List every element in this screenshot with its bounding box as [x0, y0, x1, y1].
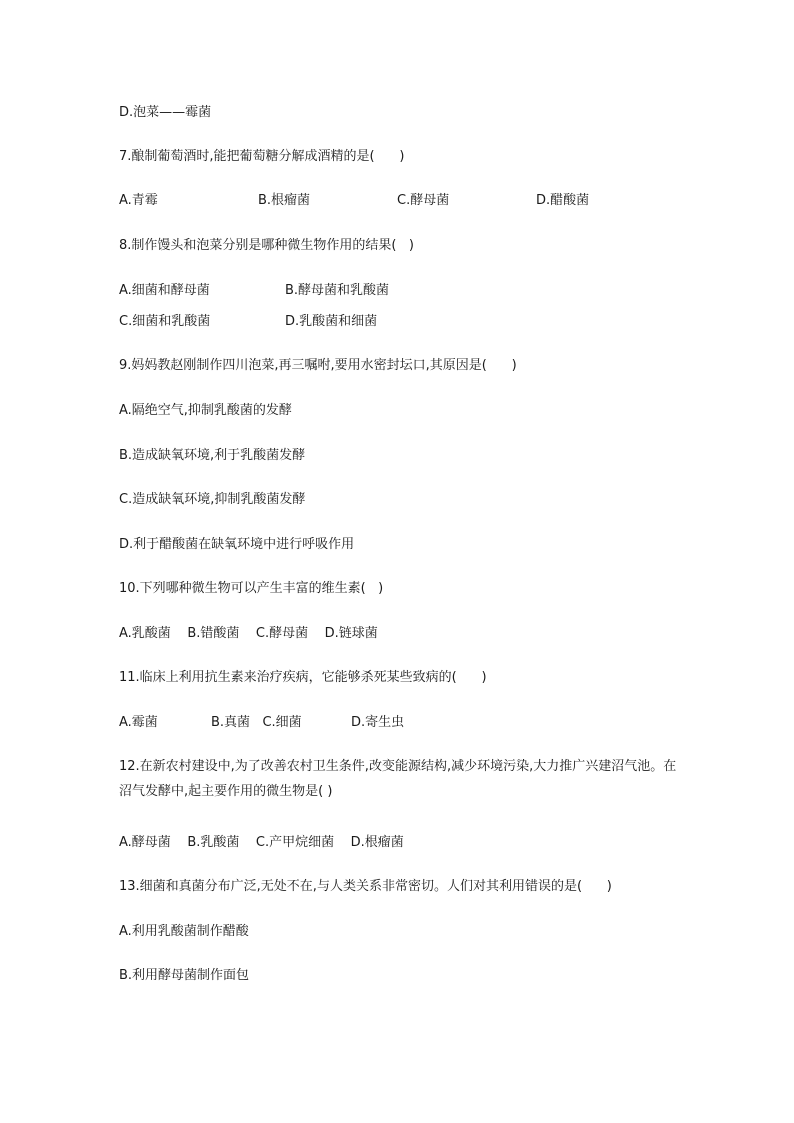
question-7: 7.酿制葡萄酒时,能把葡萄糖分解成酒精的是( )	[119, 149, 405, 164]
option-b: B.造成缺氧环境,利于乳酸菌发酵	[119, 448, 306, 463]
option-c: C.酵母菌	[397, 193, 450, 208]
question-8: 8.制作馒头和泡菜分别是哪种微生物作用的结果( )	[119, 238, 414, 253]
options-row: A.酵母菌 B.乳酸菌 C.产甲烷细菌 D.根瘤菌	[119, 835, 404, 850]
option-a: A.隔绝空气,抑制乳酸菌的发酵	[119, 403, 292, 418]
option-b: B.根瘤菌	[258, 193, 311, 208]
question-9: 9.妈妈教赵刚制作四川泡菜,再三嘱咐,要用水密封坛口,其原因是( )	[119, 358, 517, 373]
option-a: A.霉菌	[119, 715, 158, 730]
question-13: 13.细菌和真菌分布广泛,无处不在,与人类关系非常密切。人们对其利用错误的是( )	[119, 879, 612, 894]
option-d: D.醋酸菌	[536, 193, 590, 208]
option-d: D.利于醋酸菌在缺氧环境中进行呼吸作用	[119, 537, 355, 552]
question-11: 11.临床上利用抗生素来治疗疾病，它能够杀死某些致病的( )	[119, 670, 487, 685]
option-b: B.利用酵母菌制作面包	[119, 968, 250, 983]
option-b: B.酵母菌和乳酸菌	[285, 283, 390, 298]
option-d: D.乳酸菌和细菌	[285, 314, 378, 329]
option-c: C.造成缺氧环境,抑制乳酸菌发酵	[119, 492, 306, 507]
option-a: A.细菌和酵母菌	[119, 283, 210, 298]
option-text: D.泡菜——霉菌	[119, 105, 212, 120]
option-c: C.细菌和乳酸菌	[119, 314, 211, 329]
option-a: A.利用乳酸菌制作醋酸	[119, 924, 249, 939]
options-row: A.乳酸菌 B.错酸菌 C.酵母菌 D.链球菌	[119, 626, 378, 641]
option-d: D.寄生虫	[351, 715, 405, 730]
option-a: A.青霉	[119, 193, 158, 208]
question-10: 10.下列哪种微生物可以产生丰富的维生素( )	[119, 581, 384, 596]
option-bc: B.真菌 C.细菌	[211, 715, 302, 730]
question-12: 12.在新农村建设中,为了改善农村卫生条件,改变能源结构,减少环境污染,大力推广兴建沼气池。在沼气发酵中,起主要作用的微生物是( )	[119, 759, 677, 799]
